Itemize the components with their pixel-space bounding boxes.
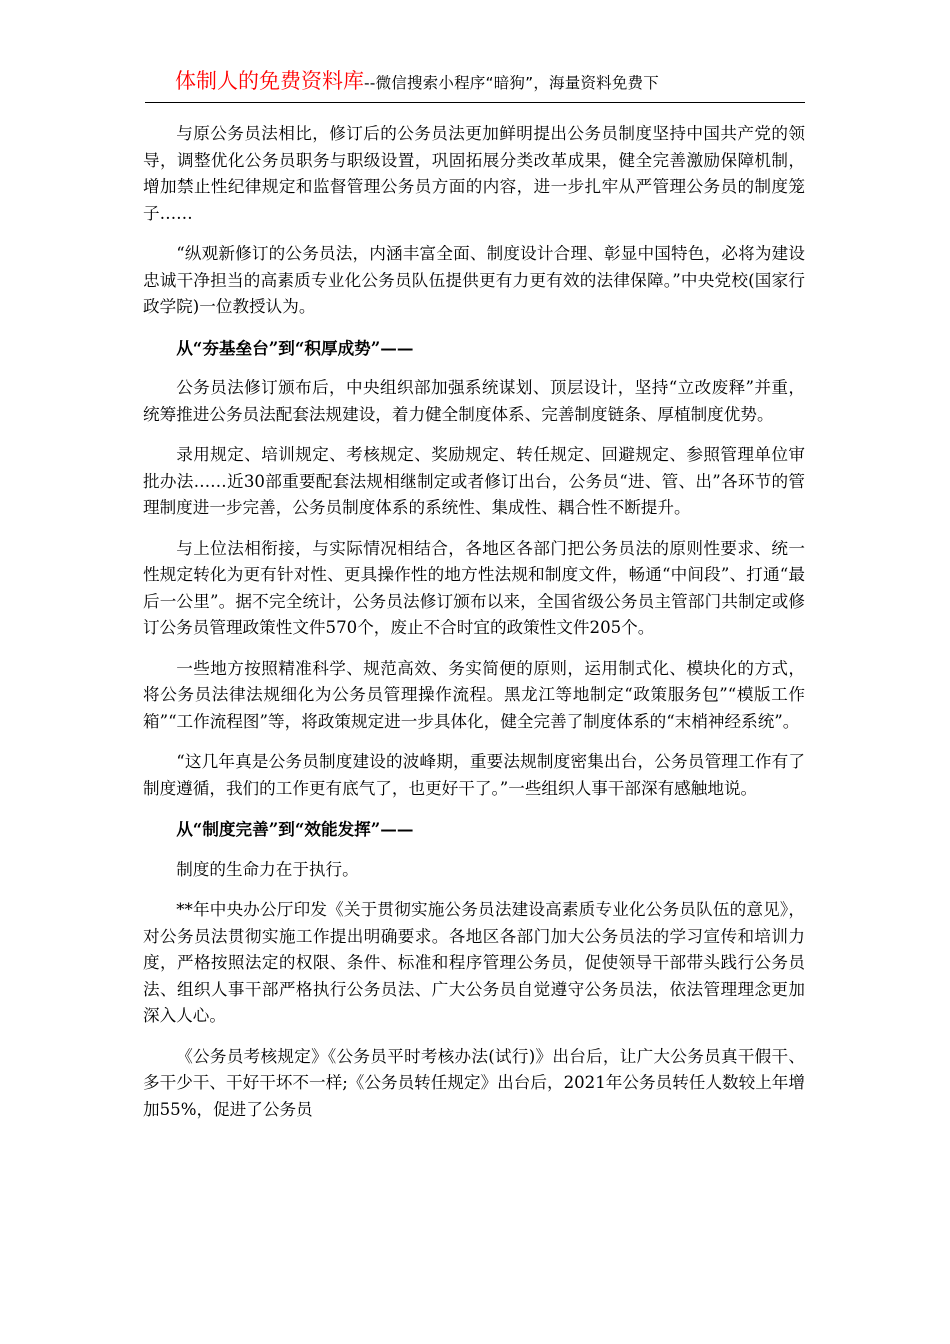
paragraph-2: “纵观新修订的公务员法，内涵丰富全面、制度设计合理、彰显中国特色，必将为建设忠诚干净担当的高素质专业化公务员队伍提供更有力更有效的法律保障。”中央党校(国家行政学院)一位教授认为。: [143, 244, 805, 316]
paragraph-8: 制度的生命力在于执行。: [176, 859, 359, 879]
paragraph-7: “这几年真是公务员制度建设的波峰期，重要法规制度密集出台，公务员管理工作有了制度遵循，我们的工作更有底气了，也更好干了。”一些组织人事干部深有感触地说。: [143, 752, 805, 798]
paragraph-4: 录用规定、培训规定、考核规定、奖励规定、转任规定、回避规定、参照管理单位审批办法……近30部重要配套法规相继制定或者修订出台，公务员“进、管、出”各环节的管理制度进一步完善，公务员制度体系的系统性、集成性、耦合性不断提升。: [143, 445, 805, 517]
header-brand: 体制人的免费资料库: [175, 69, 364, 93]
paragraph-1: 与原公务员法相比，修订后的公务员法更加鲜明提出公务员制度坚持中国共产党的领导，调整优化公务员职务与职级设置，巩固拓展分类改革成果，健全完善激励保障机制，增加禁止性纪律规定和监督管理公务员方面的内容，进一步扎牢从严管理公务员的制度笼子……: [143, 124, 805, 223]
document-body: [143, 121, 805, 1137]
document-header: [145, 66, 805, 103]
paragraph-10: 《公务员考核规定》《公务员平时考核办法(试行)》出台后，让广大公务员真干假干、多干少干、干好干坏不一样;《公务员转任规定》出台后，2021年公务员转任人数较上年增加55%，促进了公务员: [143, 1046, 805, 1119]
paragraph-5: 与上位法相衔接，与实际情况相结合，各地区各部门把公务员法的原则性要求、统一性规定转化为更有针对性、更具操作性的地方性法规和制度文件，畅通“中间段”、打通“最后一公里”。据不完全统计，公务员法修订颁布以来，全国省级公务员主管部门共制定或修订公务员管理政策性文件570个，废止不合时宜的政策性文件205个。: [143, 538, 805, 637]
paragraph-3: 公务员法修订颁布后，中央组织部加强系统谋划、顶层设计，坚持“立改废释”并重，统筹推进公务员法配套法规建设，着力健全制度体系、完善制度链条、厚植制度优势。: [143, 378, 805, 424]
header-tagline: --微信搜索小程序“暗狗”，海量资料免费下: [364, 74, 659, 92]
section-heading-1: 从“夯基垒台”到“积厚成势”——: [176, 337, 414, 358]
section-heading-2: 从“制度完善”到“效能发挥”——: [176, 819, 414, 839]
paragraph-9: **年中央办公厅印发《关于贯彻实施公务员法建设高素质专业化公务员队伍的意见》，对公务员法贯彻实施工作提出明确要求。各地区各部门加大公务员法的学习宣传和培训力度，严格按照法定的权限、条件、标准和程序管理公务员，促使领导干部带头践行公务员法、组织人事干部严格执行公务员法、广大公务员自觉遵守公务员法，依法管理理念更加深入人心。: [143, 900, 805, 1025]
paragraph-6: 一些地方按照精准科学、规范高效、务实简便的原则，运用制式化、模块化的方式，将公务员法律法规细化为公务员管理操作流程。黑龙江等地制定“政策服务包”“模版工作箱”“工作流程图”等，将政策规定进一步具体化，健全完善了制度体系的“末梢神经系统”。: [143, 658, 805, 731]
